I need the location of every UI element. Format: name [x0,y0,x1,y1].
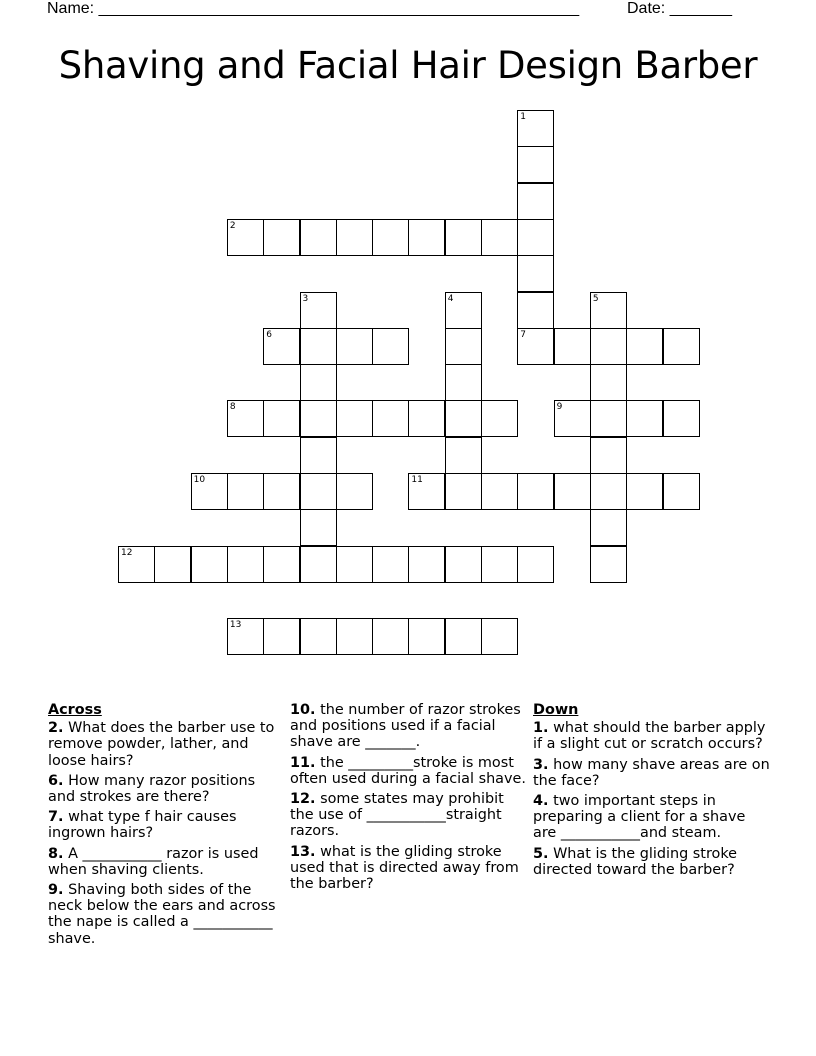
grid-cell[interactable] [408,618,445,655]
grid-cell[interactable] [517,183,554,220]
cell-number: 3 [302,293,309,304]
clue-across-13: 13. what is the gliding stroke used that is directed away from the barber? [290,843,519,893]
grid-cell[interactable] [336,546,373,583]
grid-cell[interactable] [300,400,337,437]
grid-cell[interactable] [336,328,373,365]
page-title: Shaving and Facial Hair Design Barber [58,44,758,87]
grid-cell[interactable] [300,509,337,546]
grid-cell[interactable] [445,328,482,365]
grid-cell[interactable] [408,400,445,437]
grid-cell[interactable] [517,219,554,256]
grid-cell[interactable] [263,473,300,510]
grid-cell[interactable] [445,546,482,583]
grid-cell[interactable] [336,219,373,256]
across-heading: Across [48,702,102,718]
date-field-label: Date: _______ [627,0,732,17]
grid-cell[interactable] [300,437,337,474]
cell-number: 13 [229,620,242,631]
grid-cell[interactable] [263,219,300,256]
grid-cell[interactable] [445,219,482,256]
grid-cell[interactable] [590,473,627,510]
grid-cell[interactable] [372,618,409,655]
grid-cell[interactable] [517,473,554,510]
grid-cell[interactable] [227,618,264,655]
clue-across-10: 10. the number of razor strokes and positions used if a facial shave are _______. [290,702,521,751]
clue-across-9: 9. Shaving both sides of the neck below the ears and across the nape is called a ___________ shave. [48,882,276,947]
across-clues [48,702,284,951]
grid-cell[interactable] [227,219,264,256]
grid-cell[interactable] [300,328,337,365]
grid-cell[interactable] [300,292,337,329]
cell-number: 10 [193,475,206,485]
grid-cell[interactable] [445,437,482,474]
grid-cell[interactable] [300,473,337,510]
grid-cell[interactable] [372,400,409,437]
down-heading: Down [533,702,579,718]
grid-cell[interactable] [663,400,700,437]
clue-across-11: 11. the _________stroke is most often used during a facial shave. [290,754,526,787]
cell-number: 7 [520,329,527,340]
grid-cell[interactable] [263,546,300,583]
grid-cell[interactable] [227,473,264,510]
grid-cell[interactable] [517,110,554,147]
cell-number: 12 [121,547,133,558]
grid-cell[interactable] [481,473,518,510]
grid-cell[interactable] [372,328,409,365]
grid-cell[interactable] [663,473,700,510]
clue-down-5: 5. What is the gliding stroke directed toward the barber? [533,845,738,878]
grid-cell[interactable] [372,546,409,583]
grid-cell[interactable] [517,292,554,329]
cell-number: 4 [447,293,454,304]
grid-cell[interactable] [263,618,300,655]
grid-cell[interactable] [590,292,627,329]
cell-number: 5 [592,293,599,304]
cell-number: 2 [229,220,236,231]
grid-cell[interactable] [481,546,518,583]
across-clues-continued [290,702,528,896]
grid-cell[interactable] [408,473,445,510]
grid-cell[interactable] [590,509,627,546]
clue-down-4: 4. two important steps in preparing a client for a shave are ___________and steam. [533,793,746,842]
cell-number: 8 [229,402,236,413]
clue-across-7: 7. what type f hair causes ingrown hairs? [48,809,237,842]
grid-cell[interactable] [554,328,591,365]
grid-cell[interactable] [590,546,627,583]
grid-cell[interactable] [517,255,554,292]
grid-cell[interactable] [227,400,264,437]
grid-cell[interactable] [481,618,518,655]
grid-cell[interactable] [191,473,228,510]
clue-down-3: 3. how many shave areas are on the face? [533,756,770,789]
grid-cell[interactable] [663,328,700,365]
clue-across-8: 8. A ___________ razor is used when shaving clients. [48,845,259,878]
grid-cell[interactable] [590,328,627,365]
grid-cell[interactable] [118,546,155,583]
grid-cell[interactable] [481,219,518,256]
grid-cell[interactable] [481,400,518,437]
grid-cell[interactable] [191,546,228,583]
grid-cell[interactable] [263,400,300,437]
cell-number: 11 [411,475,423,485]
grid-cell[interactable] [408,219,445,256]
clue-across-12: 12. some states may prohibit the use of ___________straight razors. [290,791,504,840]
grid-cell[interactable] [263,328,300,365]
grid-cell[interactable] [445,364,482,401]
grid-cell[interactable] [626,400,663,437]
grid-cell[interactable] [300,219,337,256]
grid-cell[interactable] [445,292,482,329]
grid-cell[interactable] [445,473,482,510]
grid-cell[interactable] [590,400,627,437]
down-clues [533,702,773,882]
grid-cell[interactable] [554,473,591,510]
clue-down-1: 1. what should the barber apply if a slight cut or scratch occurs? [533,720,766,753]
cell-number: 9 [556,402,563,413]
grid-cell[interactable] [300,618,337,655]
grid-cell[interactable] [372,219,409,256]
grid-cell[interactable] [336,400,373,437]
grid-cell[interactable] [590,364,627,401]
grid-cell[interactable] [517,328,554,365]
cell-number: 6 [266,329,272,340]
grid-cell[interactable] [445,400,482,437]
clue-across-6: 6. How many razor positions and strokes are there? [48,772,256,806]
cell-number: 1 [520,112,527,122]
grid-cell[interactable] [227,546,264,583]
grid-cell[interactable] [408,546,445,583]
clue-across-2: 2. What does the barber use to remove powder, lather, and loose hairs? [48,720,275,769]
grid-cell[interactable] [154,546,191,583]
grid-cell[interactable] [336,618,373,655]
grid-cell[interactable] [626,473,663,510]
grid-cell[interactable] [554,400,591,437]
grid-cell[interactable] [517,546,554,583]
name-field-label: Name: ______________________________________________________ [47,0,580,17]
grid-cell[interactable] [517,146,554,183]
grid-cell[interactable] [445,618,482,655]
grid-cell[interactable] [336,473,373,510]
grid-cell[interactable] [300,364,337,401]
grid-cell[interactable] [590,437,627,474]
grid-cell[interactable] [300,546,337,583]
grid-cell[interactable] [626,328,663,365]
